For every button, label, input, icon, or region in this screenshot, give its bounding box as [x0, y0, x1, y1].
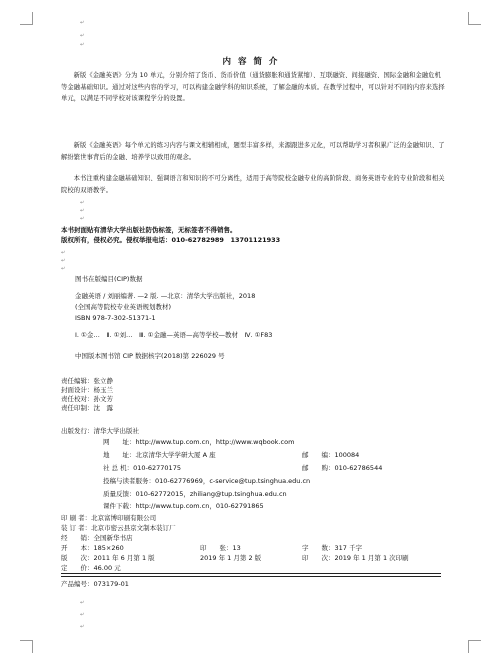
- paragraph-mark: ↵: [80, 200, 85, 206]
- staff-cover-design: 封面设计：杨玉兰: [61, 386, 113, 394]
- publisher-switchboard: 社 总 机：010-62770175: [103, 464, 181, 472]
- staff-proofreader: 责任校对：孙文芳: [61, 395, 113, 403]
- publisher-quality-feedback: 质量反馈：010-62772015，zhiliang@tup.tsinghua.edu.cn: [103, 490, 287, 498]
- price: 定 价：46.00 元: [61, 564, 121, 572]
- paragraph-mark: ↵: [80, 208, 85, 214]
- paragraph-mark: ↵: [80, 42, 85, 48]
- publisher-address: 地 址：北京清华大学学研大厦 A 座: [103, 451, 216, 459]
- cip-line-2: (全国高等院校专业英语规划教材): [75, 303, 172, 311]
- printing-impression: 印 次：2019 年 1 月第 1 次印刷: [302, 554, 409, 562]
- crop-mark-bottom-right: [468, 640, 481, 653]
- paragraph-mark: ↵: [80, 20, 85, 26]
- cip-line-3: ISBN 978-7-302-51371-1: [75, 314, 156, 322]
- paragraph-mark: ↵: [80, 216, 85, 222]
- divider-rule: [61, 573, 441, 574]
- publisher-submission: 投稿与读者服务：010-62776969，c-service@tup.tsinghua.edu.cn: [103, 477, 311, 485]
- paragraph-mark: ↵: [61, 266, 66, 272]
- paragraph-mark: ↵: [61, 250, 66, 256]
- crop-mark-top-left: [20, 12, 33, 25]
- staff-print-supervisor: 责任印制：沈 露: [61, 404, 113, 412]
- paragraph-mark: ↵: [80, 624, 85, 630]
- cip-heading: 图书在版编目(CIP)数据: [75, 275, 143, 283]
- anti-counterfeit-notice: 本书封面贴有清华大学出版社防伪标签，无标签者不得销售。: [61, 226, 237, 234]
- summary-paragraph-1: 新版《金融英语》分为 10 单元，分别介绍了货币、货币价值（通货膨胀和通货紧缩）、互联融资、间接融资、国际金融和金融危机等金融基础知识。通过对这些内容的学习，可以构建金融学科的知识系统，了解金融的本质。在教学过程中，可以针对不同的内容来选择单元，以满足不同学校对该课程学分的设置。: [61, 72, 445, 102]
- word-count: 字 数：317 千字: [302, 544, 362, 552]
- cip-core-data-number: 中国版本图书馆 CIP 数据核字(2018)第 226029 号: [75, 352, 225, 360]
- binder: 装 订 者：北京市密云县京文制本装订厂: [61, 524, 176, 532]
- summary-paragraph-2: 新版《金融英语》每个单元的练习内容与课文相辅相成，题型丰富多样，来源跟进多元化，可以帮助学习者积累广泛的金融知识、了解纷繁世事背后的金融、培养学以致用的观念。: [61, 142, 445, 161]
- paragraph-mark: ↵: [80, 612, 85, 618]
- staff-editor: 责任编辑：张立静: [61, 377, 113, 385]
- publisher-website: 网 址：http://www.tup.com.cn，http://www.wqbook.com: [103, 438, 295, 446]
- publisher-name: 出版发行：清华大学出版社: [61, 427, 139, 435]
- edition: 版 次：2011 年 6 月第 1 版: [61, 554, 155, 562]
- product-code: 产品编号：073179-01: [61, 580, 129, 588]
- paragraph-mark: ↵: [61, 258, 66, 264]
- cip-line-1: 金融英语 / 刘丽编著. —2 版. —北京：清华大学出版社，2018: [75, 292, 256, 300]
- summary-paragraph-3: 本书注重构建金融基础知识、强调语言和知识的不可分离性，适用于高等院校金融专业的高阶阶段、商务英语专业的专业阶段和相关院校的双语教学。: [61, 175, 445, 194]
- publisher-courseware: 课件下载：http://www.tup.com.cn，010-62791865: [103, 502, 264, 510]
- crop-mark-bottom-left: [20, 640, 33, 653]
- publisher-mail-order: 邮 购：010-62786544: [302, 464, 383, 472]
- distributor: 经 销：全国新华书店: [61, 534, 133, 542]
- publisher-postcode: 邮 编：100084: [302, 451, 360, 459]
- crop-mark-top-right: [468, 12, 481, 25]
- printed-sheets: 印 张：13: [200, 544, 241, 552]
- printer: 印 刷 者：北京富博印刷有限公司: [61, 514, 157, 522]
- copyright-report-line: 版权所有，侵权必究。侵权举报电话：010-62782989 13701121933: [61, 236, 281, 244]
- cip-classification: Ⅰ. ①金… Ⅱ. ①刘… Ⅲ. ①金融—英语—高等学校—教材 Ⅳ. ①F83: [75, 331, 273, 339]
- book-format: 开 本：185×260: [61, 544, 124, 552]
- edition-second: 2019 年 1 月第 2 版: [200, 554, 262, 562]
- divider-rule-bottom: [61, 576, 441, 577]
- paragraph-mark: ↵: [80, 33, 85, 39]
- summary-title: 内 容 简 介: [222, 57, 280, 67]
- paragraph-mark: ↵: [80, 600, 85, 606]
